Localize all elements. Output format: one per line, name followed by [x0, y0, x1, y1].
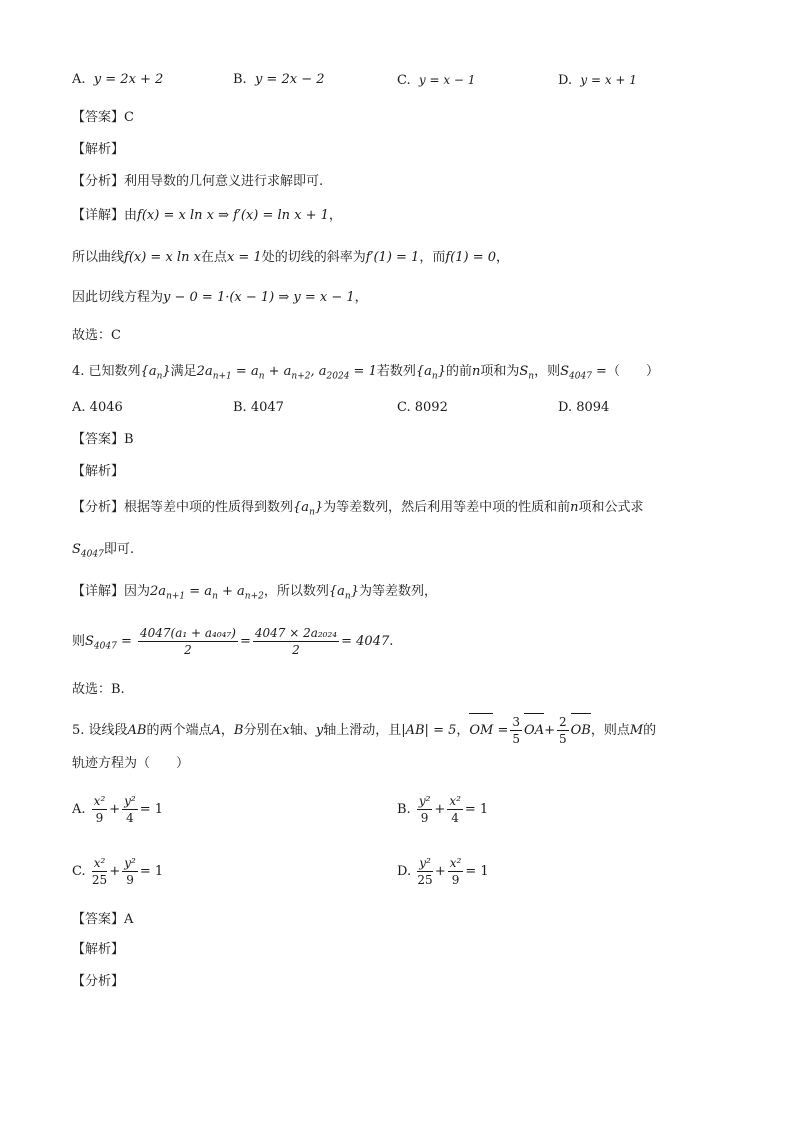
q4-fenxi: 【分析】根据等差中项的性质得到数列$\{a_n\}$为等差数列，然后利用等差中项的性质和前n项和公式求 — [72, 500, 644, 518]
q4-option-d: D. 8094 — [558, 400, 610, 415]
q4-fenxi-cont: $S_{4047}$即可. — [72, 542, 134, 560]
q3-option-c: C. y = x − 1 — [397, 73, 476, 88]
q3-detail-1: 【详解】由f(x) = x ln x ⇒ f′(x) = ln x + 1， — [72, 208, 342, 223]
q4-analysis-tag: 【解析】 — [72, 464, 125, 479]
q4-choose: 故选：B. — [72, 682, 125, 697]
q3-detail-2: 所以曲线f(x) = x ln x在点x = 1处的切线的斜率为f′(1) = 1，而f(1) = 0， — [72, 250, 510, 265]
q3-option-b: B. y = 2x − 2 — [233, 72, 325, 87]
q5-fenxi-tag: 【分析】 — [72, 974, 125, 989]
q4-answer: 【答案】B — [72, 432, 134, 447]
q5-option-b: B. $\frac{\text{y²}}{9}$ + $\frac{\text{x²}}{4}$ = 1 — [397, 794, 489, 825]
q3-detail-3: 因此切线方程为y − 0 = 1·(x − 1) ⇒ y = x − 1， — [72, 290, 368, 305]
fraction-2: $\frac{\text{4047 × 2a₂₀₂₄}}{2}$ — [254, 626, 338, 657]
q4-detail-2: 则$S_{4047}$ = $\frac{\text{4047(a₁ + a₄₀₄₇)}}{2}$ = $\frac{\text{4047 × 2a₂₀₂₄}}{2}$ = 4047. — [72, 626, 394, 657]
q4-option-b: B. 4047 — [233, 400, 284, 415]
q3-answer: 【答案】C — [72, 110, 134, 125]
q3-option-a: A. y = 2x + 2 — [72, 72, 164, 87]
q3-option-d: D. y = x + 1 — [558, 73, 637, 88]
fraction-1: $\frac{\text{4047(a₁ + a₄₀₄₇)}}{2}$ — [140, 626, 236, 657]
q4-option-a: A. 4046 — [72, 400, 123, 415]
q4-option-c: C. 8092 — [397, 400, 448, 415]
q5-option-c: C. $\frac{\text{x²}}{25}$ + $\frac{\text{y²}}{9}$ = 1 — [72, 856, 164, 887]
q4-stem: 4. 已知数列$\{a_n\}$满足$2a_{n+1} = a_n + a_{n+2}$, $a_{2024} = 1$若数列$\{a_n\}$的前n项和为$S_n$，则$S_{4047}$ =（ ） — [72, 364, 659, 382]
q5-option-d: D. $\frac{\text{y²}}{25}$ + $\frac{\text{x²}}{9}$ = 1 — [397, 856, 489, 887]
q5-stem-line2: 轨迹方程为（ ） — [72, 756, 190, 771]
q5-analysis-tag: 【解析】 — [72, 942, 125, 957]
q4-detail-1: 【详解】因为$2a_{n+1} = a_n + a_{n+2}$，所以数列$\{a_n\}$为等差数列， — [72, 584, 437, 602]
q5-answer: 【答案】A — [72, 912, 134, 927]
q3-fenxi: 【分析】利用导数的几何意义进行求解即可. — [72, 174, 324, 189]
q5-stem: 5. 设线段AB的两个端点A，B分别在x轴、y轴上滑动，且|AB| = 5，OM = $\frac{3}{5}$ OA+ $\frac{2}{5}$ OB，则点M的 — [72, 715, 657, 746]
q5-option-a: A. $\frac{\text{x²}}{9}$ + $\frac{\text{y²}}{4}$ = 1 — [72, 794, 164, 825]
q3-choose: 故选：C — [72, 328, 121, 343]
q3-analysis-tag: 【解析】 — [72, 142, 125, 157]
